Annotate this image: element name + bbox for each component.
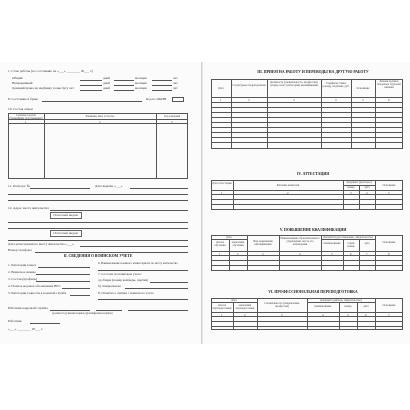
- left-page: [0, 62, 201, 344]
- s5-num-7: 7: [366, 251, 368, 256]
- s5-sub-end: окончания обучения: [231, 241, 245, 247]
- family-num-2: 2: [99, 119, 101, 124]
- s4-num-5: 5: [388, 190, 390, 195]
- s5-num-4: 4: [299, 251, 301, 256]
- s5-num-6: 6: [350, 251, 352, 256]
- experience-general-label: Общий: [12, 76, 23, 80]
- employee-label: Работник: [8, 319, 22, 323]
- s6-col-document: Документ (диплом, свидетельство): [320, 299, 362, 302]
- experience-bonus-label: Дающий право на надбавку за выслугу лет: [12, 86, 74, 90]
- s3-col-signature: Личная подпись владельца трудовой книжки: [377, 80, 401, 89]
- s4-num-1: 1: [221, 190, 223, 195]
- unit-months-2: месяцев: [135, 81, 147, 85]
- s5-col-institution: Наименование образовательного учреждения, место его нахождения: [280, 237, 320, 246]
- s4-sub-number: номер: [347, 186, 355, 189]
- unit-days-2: дней: [103, 81, 110, 85]
- unit-years: лет: [173, 76, 178, 80]
- s3-num-4: 4: [335, 97, 337, 102]
- s6-num-4: 4: [322, 312, 324, 317]
- right-page: [203, 62, 410, 344]
- s6-sub-name: наименование: [314, 305, 332, 308]
- mil-right-8: 8. Отметка о снятии с воинского учета: [98, 291, 154, 295]
- s6-sub-start: начала переподготовки: [212, 304, 232, 310]
- family-col-birth-year: Год рождения: [163, 115, 181, 118]
- s6-col-basis: Основание: [382, 304, 396, 307]
- section-qualification: V. ПОВЫШЕНИЕ КВАЛИФИКАЦИИ: [279, 228, 347, 232]
- s5-sub-date: дата: [364, 242, 370, 245]
- s3-num-6: 6: [388, 97, 390, 102]
- address-label: 12. Адрес места жительства:: [8, 206, 50, 210]
- s4-col-basis: Основание: [382, 184, 396, 187]
- section-employment: III. ПРИЕМ НА РАБОТУ И ПЕРЕВОДЫ НА ДРУГУЮ РАБОТУ: [257, 70, 369, 74]
- okin-code-label: Код по ОКИН: [146, 97, 167, 101]
- section-attestation: IV. АТТЕСТАЦИЯ: [296, 172, 330, 176]
- registration-date: Дата регистрации по месту жительства «___»: [8, 242, 74, 246]
- s3-col-rate: Тарифная ставка (оклад), надбавка, руб.: [322, 82, 350, 88]
- hr-sign-caption: (должность) (личная подпись) (расшифровка подписи): [52, 312, 113, 315]
- s3-col-date: Дата: [218, 87, 224, 90]
- mil-right-6: 6. Наименование военного комиссариата по месту жительства: [98, 261, 178, 265]
- s3-col-basis: Основание: [356, 87, 370, 90]
- unit-months: месяцев: [135, 76, 147, 80]
- s6-num-1: 1: [221, 312, 223, 317]
- mil-left-1: 1. Категория запаса: [8, 263, 37, 267]
- passport-issue-date: Дата выдачи «___»: [95, 184, 123, 188]
- family-num-1: 1: [25, 119, 27, 124]
- s3-num-3: 3: [293, 97, 295, 102]
- s4-col-document: Документ (протокол): [346, 181, 372, 184]
- s4-num-3: 3: [350, 190, 352, 195]
- s6-col-specialty: Специальность (направление, профессия): [264, 302, 300, 308]
- experience-continuous-label: Непрерывный: [12, 81, 33, 85]
- s4-num-2: 2: [287, 190, 289, 195]
- family-num-3: 3: [171, 119, 173, 124]
- s5-col-type: Вид повышения квалификации: [253, 240, 273, 246]
- s5-num-5: 5: [331, 251, 333, 256]
- s3-col-unit: Структурное подразделение: [232, 84, 266, 87]
- s6-num-6: 6: [365, 312, 367, 317]
- family-col-relation: Степень родства (ближайшие родственники): [9, 114, 43, 120]
- s6-sub-end: окончания переподготовки: [235, 304, 255, 310]
- s5-col-document: Документ (удостоверение, свидетельство): [322, 236, 374, 239]
- mil-left-5: 5. Категория годности к военной службе: [8, 291, 67, 295]
- s5-num-2: 2: [237, 251, 239, 256]
- s6-sub-date: дата: [363, 305, 369, 308]
- s5-sub-name: наименование: [323, 242, 341, 245]
- s5-col-date: Дата: [226, 236, 232, 239]
- section-retraining: VI. ПРОФЕССИОНАЛЬНАЯ ПЕРЕПОДГОТОВКА: [268, 290, 358, 294]
- work-experience-heading: 1. Стаж работы (по состоянию на «___» ________ 20___ г.): [8, 69, 94, 73]
- employee-date: «___» ________ 20___ г.: [8, 327, 43, 331]
- s3-col-position: Должность (специальность, профессия), разряд, класс (категория) квалификации: [269, 81, 319, 87]
- s6-col-date: Дата: [231, 299, 237, 302]
- unit-days: дней: [103, 76, 110, 80]
- unit-years-3: лет: [173, 86, 178, 90]
- s5-num-1: 1: [219, 251, 221, 256]
- s3-num-1: 1: [220, 97, 222, 102]
- marital-status-label: 8. Состояние в браке: [8, 97, 38, 101]
- hr-worker-label: Работник кадровой службы: [8, 306, 48, 310]
- mil-left-4: 4. Полное кодовое обозначение ВУС: [8, 284, 61, 288]
- s5-sub-start: начала обучения: [214, 241, 226, 247]
- mil-right-7b: б) специальном: [98, 284, 121, 288]
- section-military: II. СВЕДЕНИЯ О ВОИНСКОМ УЧЕТЕ: [63, 254, 133, 258]
- s5-num-8: 8: [388, 251, 390, 256]
- mil-left-3: 3. Состав (профиль): [8, 277, 38, 281]
- family-col-name: Фамилия, имя, отчество: [85, 115, 115, 118]
- s4-col-decision: Решение комиссии: [276, 184, 300, 187]
- postal-index-box-2[interactable]: Почтовый индекс: [50, 230, 82, 237]
- s4-col-date: Дата аттестации: [212, 182, 232, 185]
- s6-num-3: 3: [281, 312, 283, 317]
- s5-col-basis: Основание: [382, 241, 396, 244]
- okin-code-box[interactable]: [172, 97, 184, 102]
- document-spread: [0, 62, 410, 344]
- s6-sub-number: номер: [344, 305, 352, 308]
- s6-num-5: 5: [347, 312, 349, 317]
- mil-right-7: 7. Состоит на воинском учете:: [98, 272, 142, 276]
- s3-num-2: 2: [248, 97, 250, 102]
- family-heading: 10. Состав семьи: [8, 107, 33, 111]
- mil-left-2: 2. Воинское звание: [8, 270, 36, 274]
- phone-label: Номер телефона: [8, 248, 32, 252]
- unit-days-3: дней: [103, 86, 110, 90]
- s4-num-4: 4: [366, 190, 368, 195]
- unit-years-2: лет: [173, 81, 178, 85]
- s6-num-7: 7: [388, 312, 390, 317]
- passport-label: 11. Паспорт: №: [8, 184, 31, 188]
- s3-num-5: 5: [362, 97, 364, 102]
- postal-index-box[interactable]: Почтовый индекс: [50, 212, 82, 219]
- s6-num-2: 2: [244, 312, 246, 317]
- mil-right-7a: а) общем (номер команды, партии): [98, 278, 149, 282]
- unit-months-3: месяцев: [135, 86, 147, 90]
- s5-num-3: 3: [262, 251, 264, 256]
- s4-sub-date: дата: [364, 186, 370, 189]
- s5-sub-series: серия, номер: [347, 242, 355, 248]
